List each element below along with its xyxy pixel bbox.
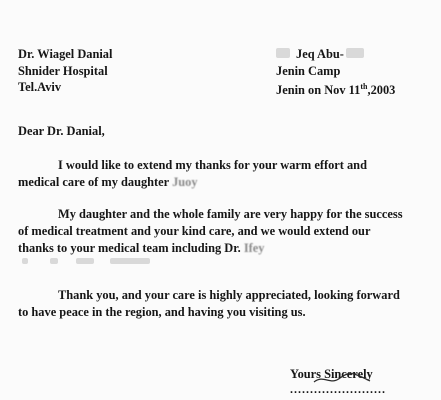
closing: Yours Sincerely [290,367,373,381]
daughter-name: Juoy [172,175,198,189]
sender-name: Dr. Wiagel Danial [18,47,113,61]
paragraph-1 [18,157,408,191]
letter-date-sup: th [360,82,368,91]
letter-date-prefix: Jenin on Nov 11 [276,83,361,98]
sender-city: Tel.Aviv [18,80,62,94]
recipient-name [276,47,364,61]
recipient-name-text: Jeq Abu- [296,47,344,61]
signature-line: ........................ [290,382,386,396]
letter-date [276,80,395,97]
salutation: Dear Dr. Danial, [18,124,105,138]
recipient-camp: Jenin Camp [276,64,341,78]
letter-date-suffix: ,2003 [367,83,396,98]
paragraph-3: Thank you, and your care is highly appreciated, looking forward to have peace in the region, and having you visiting us. [18,288,400,319]
redacted-line [22,258,172,266]
sender-hospital: Shnider Hospital [18,64,108,78]
paragraph-2 [18,206,408,257]
doctor-name: Ifey [243,241,265,255]
paragraph-1-text: I would like to extend my thanks for your warm effort and medical care of my daughter [18,158,367,189]
paragraph-2-text: My daughter and the whole family are very happy for the success of medical treatment and your kind care, and we would extend our thanks to your medical team including Dr. [18,207,403,255]
